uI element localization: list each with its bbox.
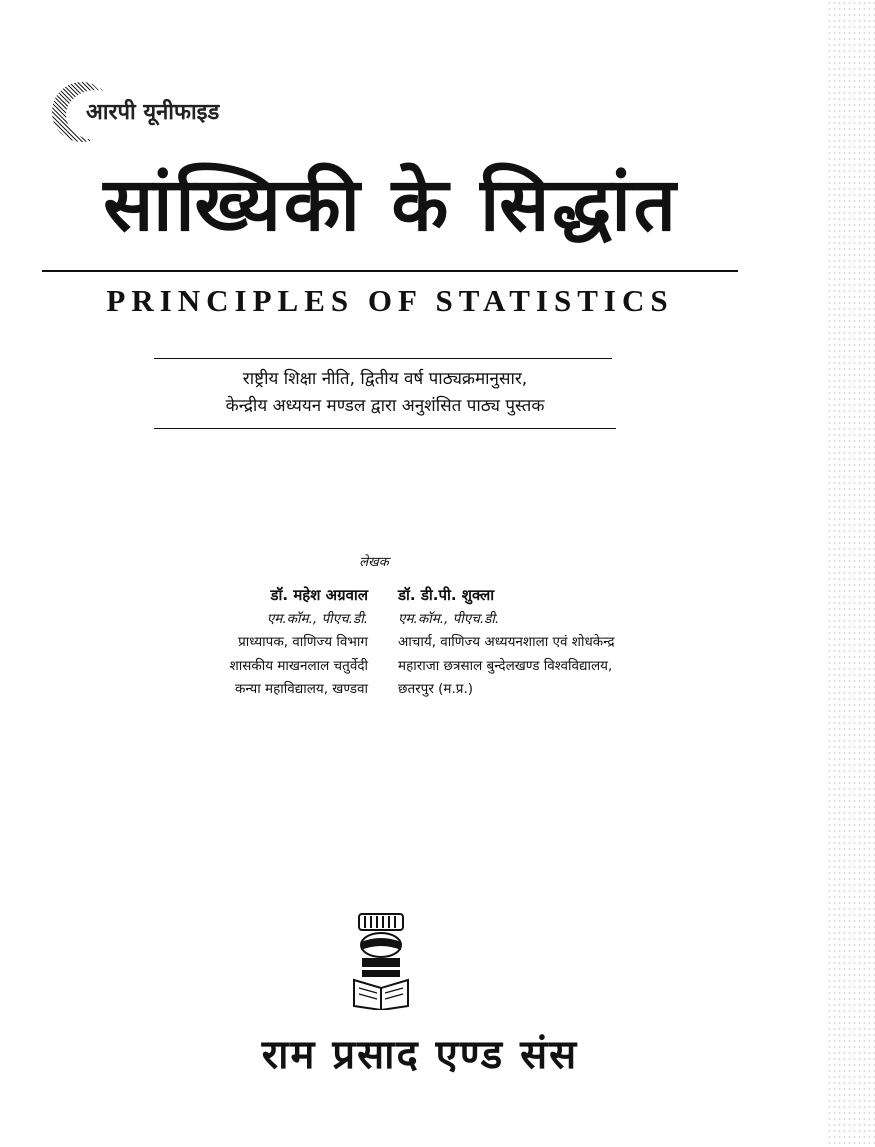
recommendation-rule-bottom: [154, 428, 616, 429]
series-label: आरपी यूनीफाइड: [86, 100, 220, 125]
author-2-affiliation-1: महाराजा छत्रसाल बुन्देलखण्ड विश्वविद्यालय,: [398, 657, 613, 674]
author-1: [150, 584, 368, 702]
author-2-name: डॉ. डी.पी. शुक्ला: [398, 586, 495, 604]
author-2: [398, 584, 728, 702]
author-1-affiliation-1: शासकीय माखनलाल चतुर्वेदी: [229, 657, 368, 674]
author-1-affiliation-2: कन्या महाविद्यालय, खण्डवा: [235, 681, 368, 697]
book-title-hindi: सांख्यिकी के सिद्धांत: [103, 162, 679, 248]
author-1-designation: प्राध्यापक, वाणिज्य विभाग: [238, 634, 368, 650]
author-2-qualifications: एम.कॉम., पीएच.डी.: [398, 610, 500, 627]
title-divider: [42, 270, 738, 272]
publisher-name: राम प्रसाद एण्ड संस: [261, 1032, 579, 1078]
book-title-english: PRINCIPLES OF STATISTICS: [106, 283, 674, 318]
author-1-name: डॉ. महेश अग्रवाल: [270, 586, 368, 604]
authors-label: लेखक: [359, 555, 389, 570]
recommendation-box: [150, 366, 620, 420]
page-edge-texture: [827, 0, 875, 1147]
recommendation-line-2: केन्द्रीय अध्ययन मण्डल द्वारा अनुशंसित पाठ्य पुस्तक: [225, 396, 545, 416]
recommendation-line-1: राष्ट्रीय शिक्षा नीति, द्वितीय वर्ष पाठ्यक्रमानुसार,: [242, 369, 528, 389]
author-2-affiliation-2: छतरपुर (म.प्र.): [398, 681, 474, 697]
series-logo: [52, 82, 282, 142]
publisher-logo-icon: [350, 912, 412, 1010]
author-2-designation: आचार्य, वाणिज्य अध्ययनशाला एवं शोधकेन्द्र: [398, 634, 615, 650]
recommendation-rule-top: [154, 358, 612, 359]
author-1-qualifications: एम.कॉम., पीएच.डी.: [266, 610, 368, 627]
